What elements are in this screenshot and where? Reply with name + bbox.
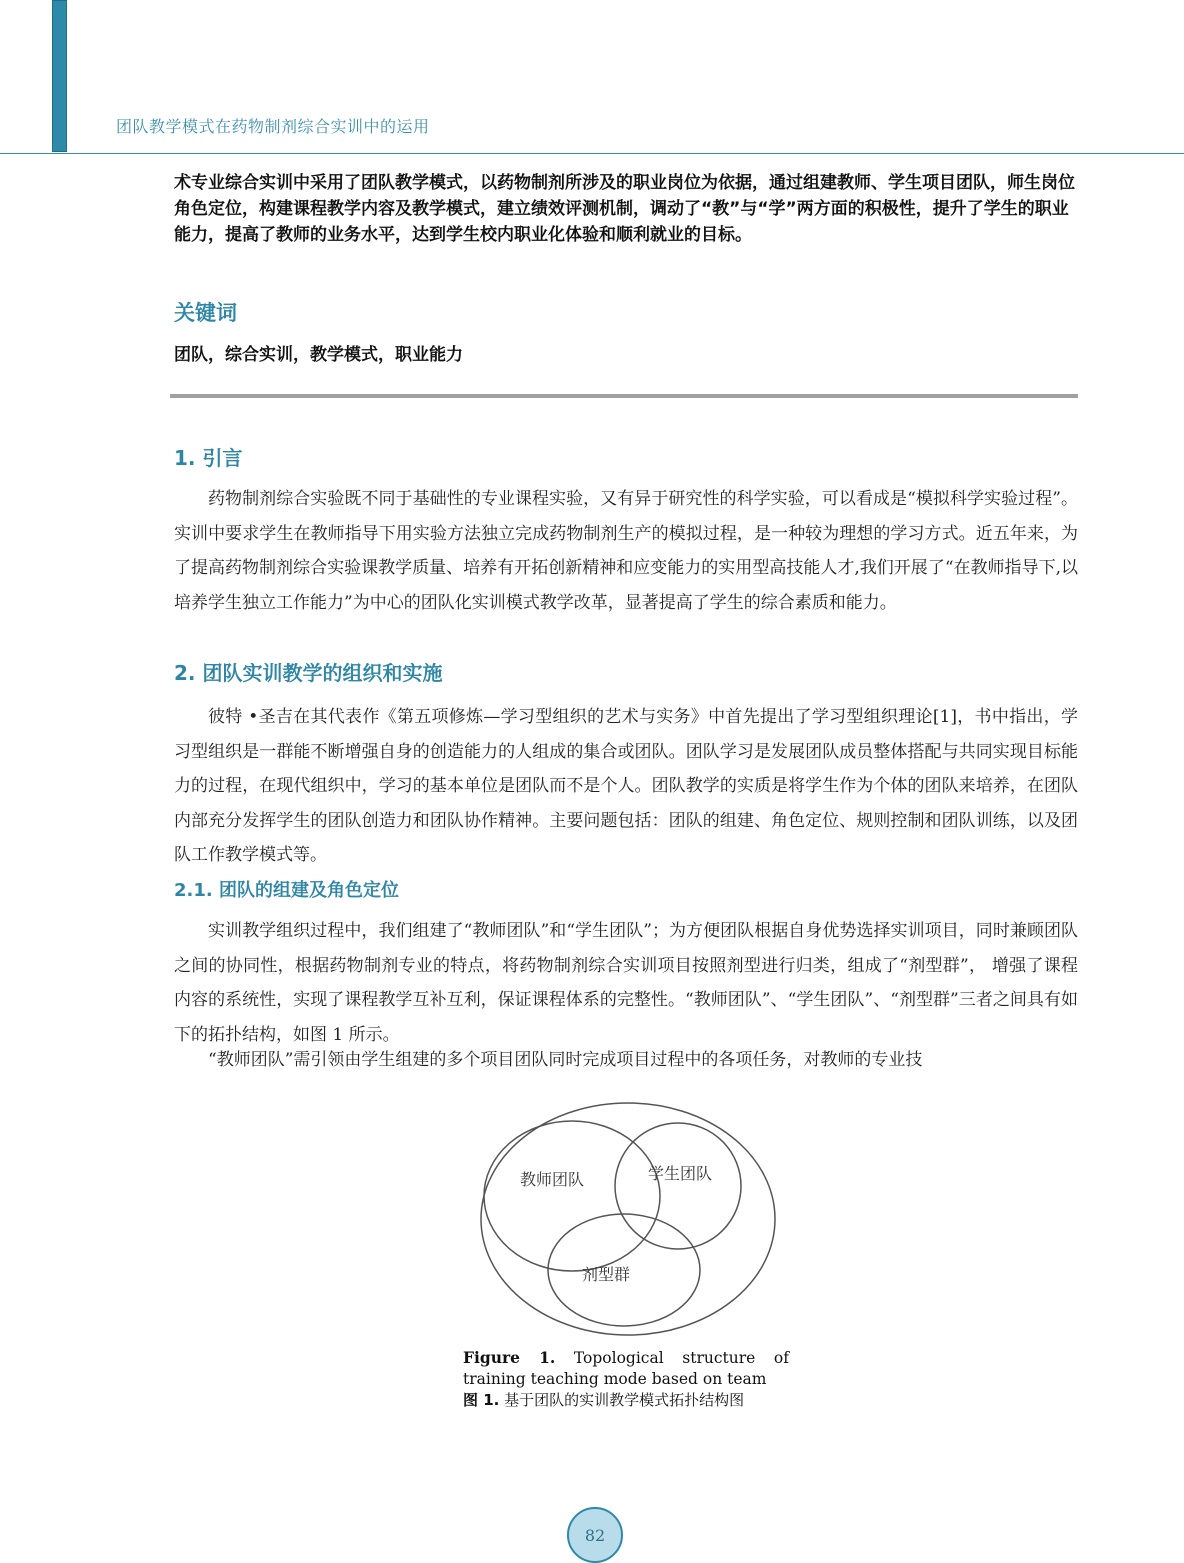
figure-caption-en [463, 1347, 789, 1390]
figure-caption [463, 1347, 789, 1411]
abstract-text: 术专业综合实训中采用了团队教学模式，以药物制剂所涉及的职业岗位为依据，通过组建教师、学生项目团队，师生岗位角色定位，构建课程教学内容及教学模式，建立绩效评测机制，调动了“教”与“学”两方面的积极性，提升了学生的职业能力，提高了教师的业务水平，达到学生校内职业化体验和顺利就业的目标。 [174, 173, 1075, 245]
teacher-team-circle [484, 1121, 660, 1271]
section-2-paragraph: 彼特 •圣吉在其代表作《第五项修炼—学习型组织的艺术与实务》中首先提出了学习型组织理论[1]，书中指出，学习型组织是一群能不断增强自身的创造能力的人组成的集合或团队。团队学习是发展团队成员整体搭配与共同实现目标能力的过程，在现代组织中，学习的基本单位是团队而不是个人。团队教学的实质是将学生作为个体的团队来培养，在团队内部充分发挥学生的团队创造力和团队协作精神。主要问题包括：团队的组建、角色定位、规则控制和团队训练，以及团队工作教学模式等。 [174, 707, 1078, 865]
label-dosage-group: 剂型群 [581, 1265, 631, 1284]
section-2-heading: 2. 团队实训教学的组织和实施 [174, 661, 443, 685]
section-2-1-paragraph-1: 实训教学组织过程中，我们组建了“教师团队”和“学生团队”；为方便团队根据自身优势选择实训项目，同时兼顾团队之间的协同性，根据药物制剂专业的特点，将药物制剂综合实训项目按照剂型进行归类，组成了“剂型群”， 增强了课程内容的系统性，实现了课程教学互补互利，保证课程体系的完整性。“教师团队”、“学生团队”、“剂型群”三者之间具有如下的拓扑结构，如图 1 所示。 [174, 921, 1078, 1045]
header-rule [0, 153, 1184, 154]
section-divider [170, 394, 1078, 398]
figure-caption-zh [463, 1390, 789, 1411]
header-accent-bar [52, 0, 67, 152]
figure-caption-zh-label: 图 1. [463, 1391, 500, 1409]
keywords-heading: 关键词 [174, 301, 237, 325]
venn-diagram-figure [478, 1097, 783, 1345]
label-student-team: 学生团队 [647, 1164, 713, 1183]
figure-caption-en-text: Topological structure of training teaching mode based on team [463, 1349, 790, 1388]
section-2-1-heading: 2.1. 团队的组建及角色定位 [174, 880, 399, 901]
label-teacher-team: 教师团队 [519, 1170, 585, 1189]
keywords-text: 团队，综合实训，教学模式，职业能力 [174, 345, 463, 365]
section-1-paragraph: 药物制剂综合实验既不同于基础性的专业课程实验，又有异于研究性的科学实验，可以看成是“模拟科学实验过程”。实训中要求学生在教师指导下用实验方法独立完成药物制剂生产的模拟过程，是一种较为理想的学习方式。近五年来，为了提高药物制剂综合实验课教学质量、培养有开拓创新精神和应变能力的实用型高技能人才,我们开展了“在教师指导下,以培养学生独立工作能力”为中心的团队化实训模式教学改革，显著提高了学生的综合素质和能力。 [174, 489, 1078, 613]
page-number-badge: 82 [567, 1507, 623, 1563]
running-header-title: 团队教学模式在药物制剂综合实训中的运用 [116, 117, 430, 136]
section-2-1-paragraph-2: “教师团队”需引领由学生组建的多个项目团队同时完成项目过程中的各项任务，对教师的专业技 [208, 1050, 923, 1070]
figure-caption-en-label: Figure 1. [463, 1348, 556, 1367]
section-1-heading: 1. 引言 [174, 446, 243, 470]
figure-caption-zh-text: 基于团队的实训教学模式拓扑结构图 [499, 1391, 745, 1409]
